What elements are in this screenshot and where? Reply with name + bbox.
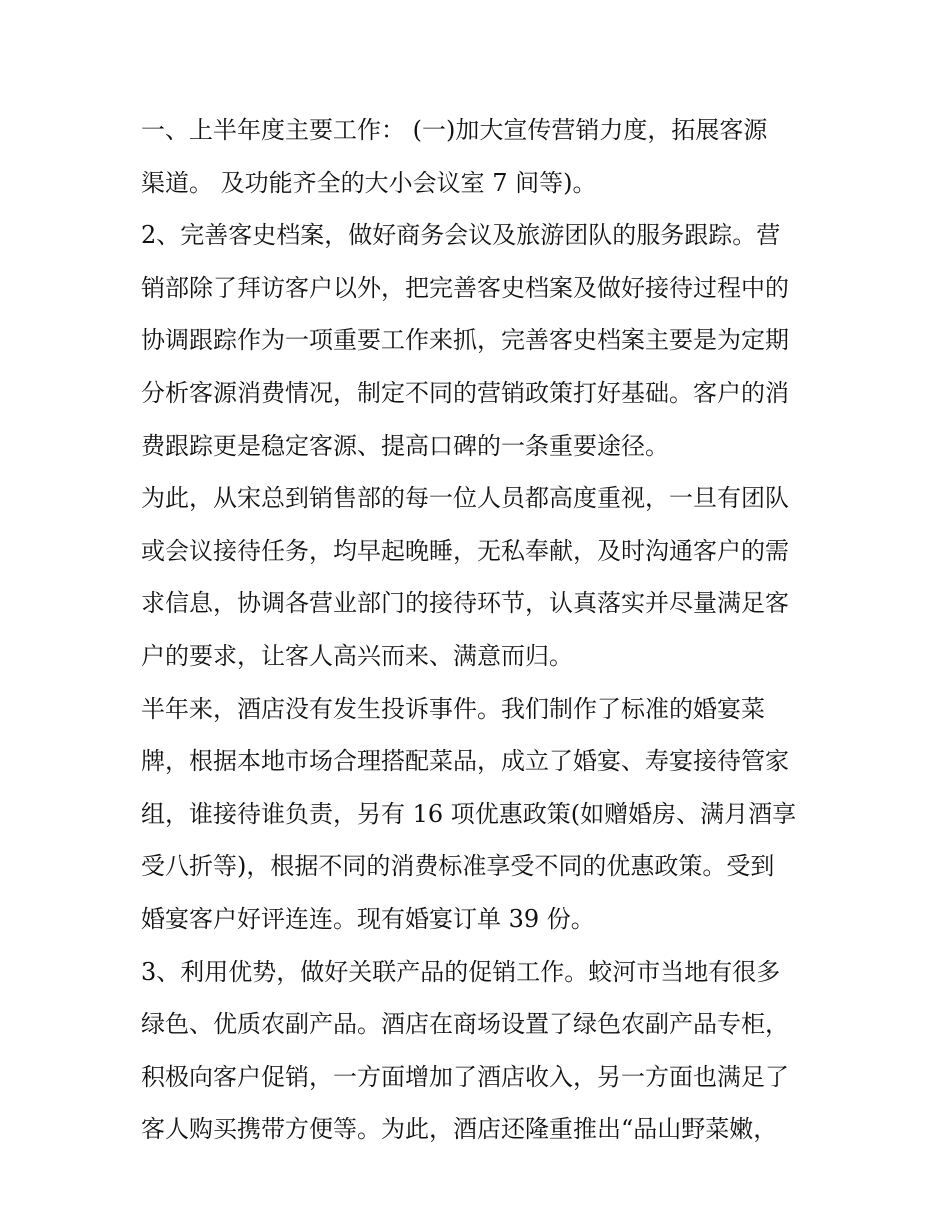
text-line: 受八折等)，根据不同的消费标准享受不同的优惠政策。受到 [141, 852, 775, 881]
text-line: 费跟踪更是稳定客源、提高口碑的一条重要途径。 [141, 431, 669, 460]
text-line: 求信息，协调各营业部门的接待环节，认真落实并尽量满足客 [141, 589, 789, 618]
text-line: 一、上半年度主要工作： (一)加大宣传营销力度，拓展客源 [141, 116, 768, 144]
text-line: 销部除了拜访客户以外，把完善客史档案及做好接待过程中的 [141, 273, 789, 302]
text-line: 牌，根据本地市场合理搭配菜品，成立了婚宴、寿宴接待管家 [141, 747, 789, 776]
text-line: 3、利用优势，做好关联产品的促销工作。蛟河市当地有很多 [141, 957, 781, 986]
text-line: 客人购买携带方便等。为此，酒店还隆重推出“品山野菜嫩， [141, 1115, 778, 1144]
text-line: 半年来，酒店没有发生投诉事件。我们制作了标准的婚宴菜 [141, 694, 765, 723]
text-line: 2、完善客史档案，做好商务会议及旅游团队的服务跟踪。营 [141, 221, 781, 250]
text-line: 分析客源消费情况，制定不同的营销政策打好基础。客户的消 [141, 378, 789, 407]
text-line: 协调跟踪作为一项重要工作来抓，完善客史档案主要是为定期 [141, 326, 789, 355]
text-line: 积极向客户促销，一方面增加了酒店收入，另一方面也满足了 [141, 1062, 789, 1091]
text-line: 婚宴客户好评连连。现有婚宴订单 39 份。 [141, 904, 595, 933]
text-line: 为此，从宋总到销售部的每一位人员都高度重视，一旦有团队 [141, 484, 789, 513]
text-line: 渠道。 及功能齐全的大小会议室 7 间等)。 [141, 168, 597, 197]
text-line: 或会议接待任务，均早起晚睡，无私奉献，及时沟通客户的需 [141, 536, 789, 565]
document-body [141, 104, 821, 1156]
text-line: 户的要求，让客人高兴而来、满意而归。 [141, 641, 573, 670]
text-line: 绿色、优质农副产品。酒店在商场设置了绿色农副产品专柜， [141, 1010, 789, 1039]
text-line: 组，谁接待谁负责，另有 16 项优惠政策(如赠婚房、满月酒享 [141, 799, 797, 828]
